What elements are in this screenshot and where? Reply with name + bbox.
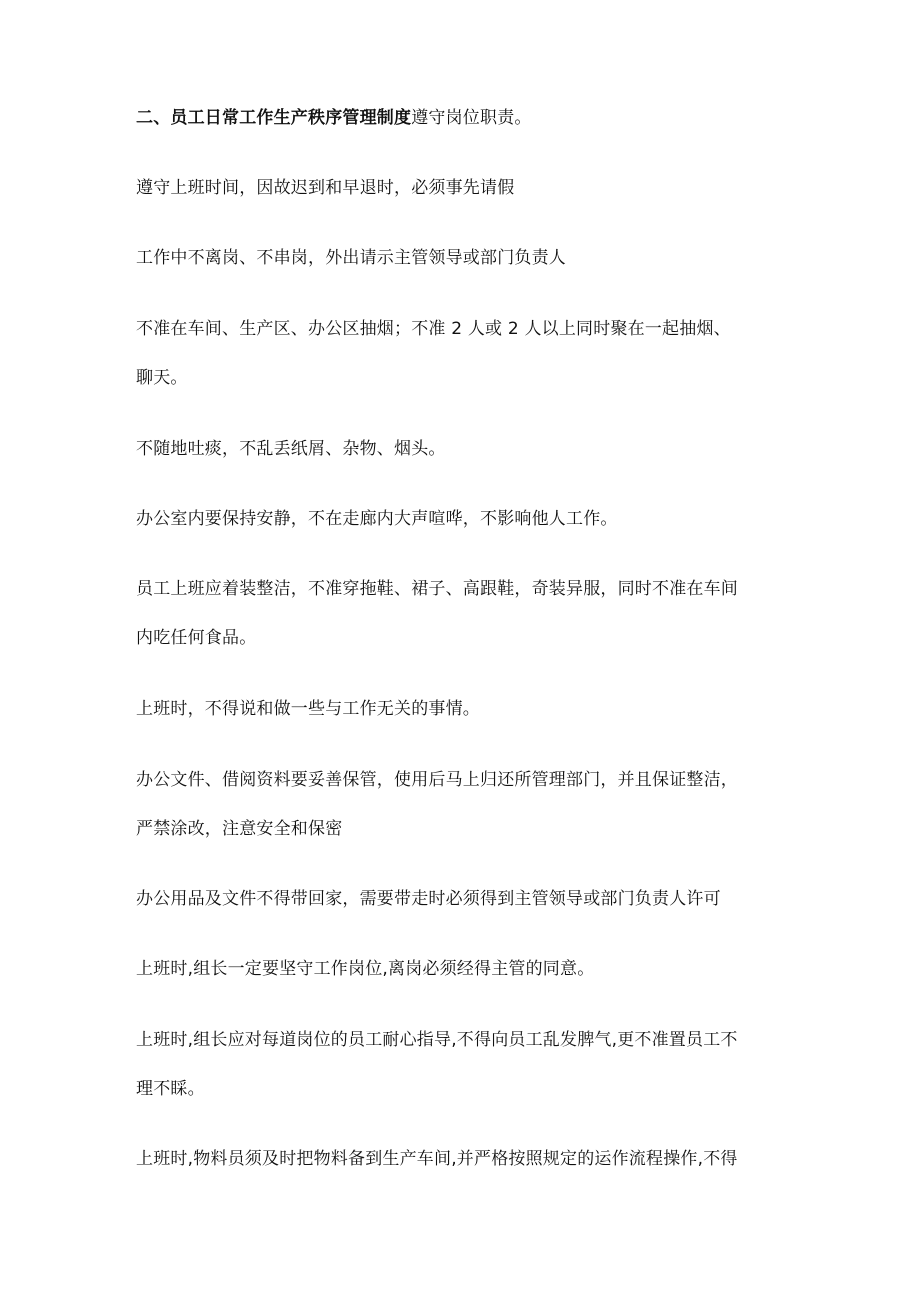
rule-line-8-continued: 严禁涂改，注意安全和保密 (136, 819, 343, 839)
rule-line-11: 上班时,组长应对每道岗位的员工耐心指导,不得向员工乱发脾气,更不准置员工不 (136, 1030, 738, 1050)
rule-line-7: 上班时，不得说和做一些与工作无关的事情。 (136, 699, 480, 719)
rule-line-9: 办公用品及文件不得带回家，需要带走时必须得到主管领导或部门负责人许可 (136, 889, 721, 909)
section-heading-bold: 二、员工日常工作生产秩序管理制度 (136, 108, 412, 128)
rule-line-6: 员工上班应着装整洁，不准穿拖鞋、裙子、高跟鞋，奇装异服，同时不准在车间 (136, 579, 738, 599)
rule-line-3: 不准在车间、生产区、办公区抽烟；不准 2 人或 2 人以上同时聚在一起抽烟、 (136, 319, 731, 339)
section-heading (136, 107, 796, 129)
rule-line-11-continued: 理不睬。 (136, 1079, 205, 1099)
section-heading-rest: 遵守岗位职责。 (411, 108, 532, 128)
rule-line-1: 遵守上班时间，因故迟到和早退时，必须事先请假 (136, 178, 515, 198)
rule-line-10: 上班时,组长一定要坚守工作岗位,离岗必须经得主管的同意。 (136, 959, 595, 979)
rule-line-3-continued: 聊天。 (136, 368, 188, 388)
rule-line-8: 办公文件、借阅资料要妥善保管，使用后马上归还所管理部门，并且保证整洁， (136, 770, 738, 790)
rule-line-4: 不随地吐痰，不乱丢纸屑、杂物、烟头。 (136, 439, 446, 459)
rule-line-12: 上班时,物料员须及时把物料备到生产车间,并严格按照规定的运作流程操作,不得 (136, 1149, 738, 1169)
rule-line-6-continued: 内吃任何食品。 (136, 628, 257, 648)
rule-line-2: 工作中不离岗、不串岗，外出请示主管领导或部门负责人 (136, 248, 566, 268)
rule-line-5: 办公室内要保持安静，不在走廊内大声喧哗，不影响他人工作。 (136, 509, 618, 529)
